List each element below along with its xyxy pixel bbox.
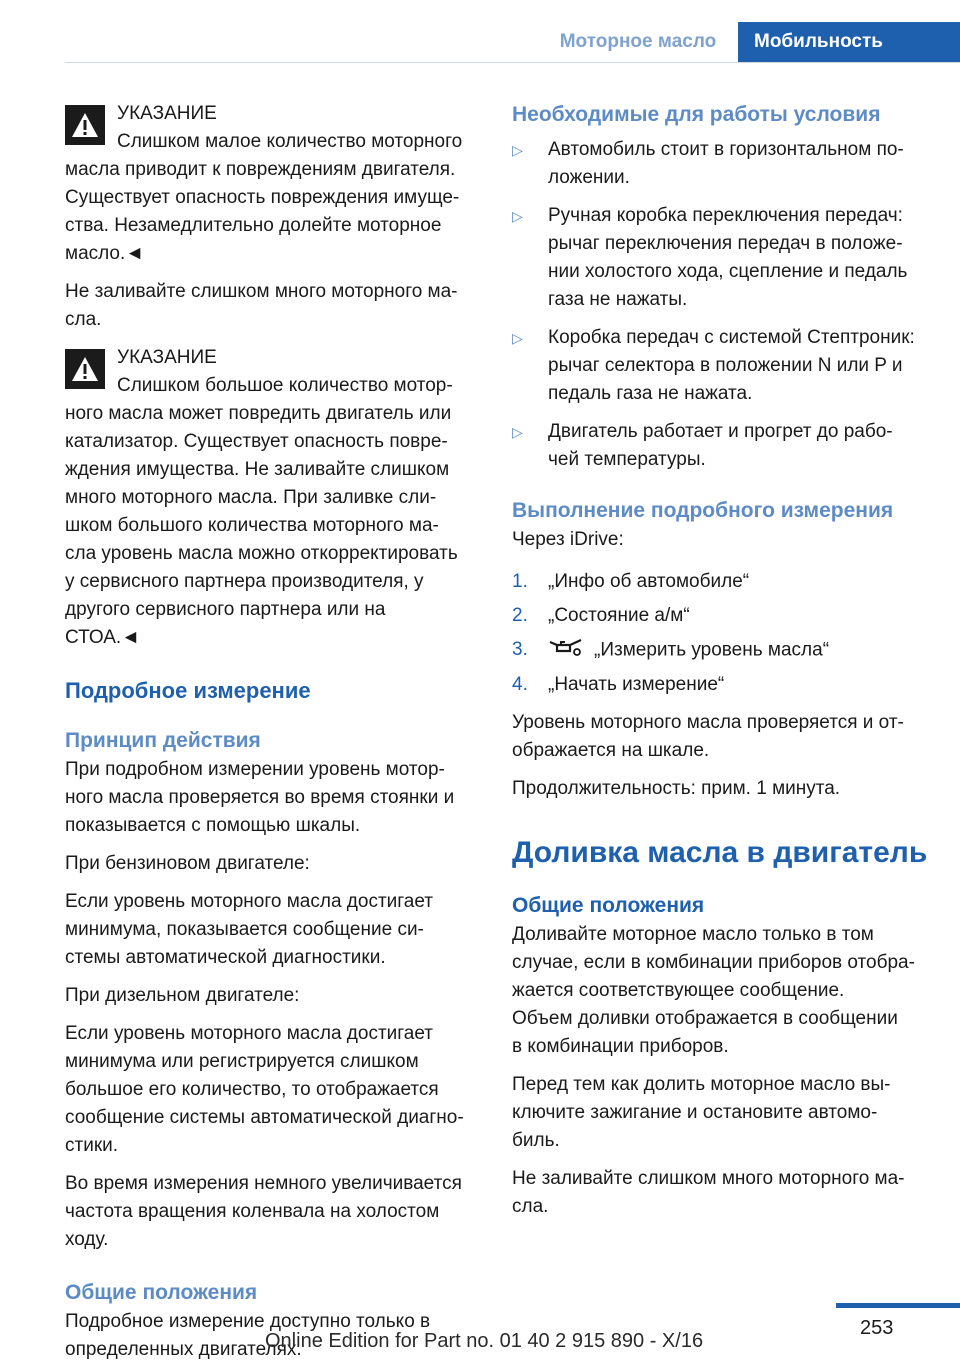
list-item <box>512 602 932 630</box>
header-rule <box>65 62 960 63</box>
list-item <box>512 136 932 192</box>
paragraph-line: Если уровень моторного масла достигает <box>65 1023 433 1044</box>
paragraph-line: минимума, показывается сообщение си- <box>65 919 424 940</box>
warning-text-line: другого сервисного партнера или на <box>65 599 386 620</box>
paragraph-no-overfill <box>65 278 483 334</box>
warning-block-low-oil <box>65 100 483 268</box>
diesel-label: При дизельном двигателе: <box>65 985 300 1006</box>
paragraph-line: сообщение системы автоматической диагно- <box>65 1107 464 1128</box>
paragraph-line: Подробное измерение доступно только в <box>65 1311 431 1332</box>
header-chapter-tab: Мобильность <box>738 22 960 62</box>
paragraph-idle <box>65 1170 483 1254</box>
list-item-line: чей температуры. <box>548 449 706 470</box>
paragraph-line: сла. <box>65 309 102 330</box>
paragraph-line: Не заливайте слишком много моторного ма- <box>512 1168 905 1189</box>
paragraph-diesel <box>65 1020 483 1160</box>
conditions-list <box>512 136 932 474</box>
chapter-heading-topup: Доливка масла в двигатель <box>512 836 928 869</box>
paragraph-line: большое его количество, то отображается <box>65 1079 439 1100</box>
paragraph-line: биль. <box>512 1130 560 1151</box>
warning-text-line: масла приводит к повреждениям двигателя. <box>65 159 456 180</box>
oil-can-icon <box>548 636 584 665</box>
warning-text-line: СТОА.◄ <box>65 627 140 648</box>
paragraph-line: ного масла проверяется во время стоянки и <box>65 787 455 808</box>
paragraph-line: Объем доливки отображается в сообщении <box>512 1008 898 1029</box>
triangle-bullet-icon: ▷ <box>512 142 523 158</box>
triangle-bullet-icon: ▷ <box>512 330 523 346</box>
paragraph-line: ключите зажигание и остановите автомо- <box>512 1102 878 1123</box>
list-item-line: Ручная коробка переключения передач: <box>548 205 903 226</box>
paragraph-before-topup <box>512 1071 932 1155</box>
list-item-line: рычаг селектора в положении N или P и <box>548 355 903 376</box>
subheading-general-topup: Общие положения <box>512 894 705 917</box>
list-item-line: рычаг переключения передач в положе- <box>548 233 903 254</box>
list-item-line: нии холостого хода, сцепление и педаль <box>548 261 908 282</box>
warning-title: УКАЗАНИЕ <box>117 347 217 368</box>
step-text: „Состояние а/м“ <box>548 605 690 626</box>
list-item <box>512 636 932 665</box>
paragraph-general-topup <box>512 921 932 1061</box>
subheading-general: Общие положения <box>65 1281 258 1304</box>
step-number: 4. <box>512 674 528 695</box>
step-number: 2. <box>512 605 528 626</box>
paragraph-line: Уровень моторного масла проверяется и от- <box>512 712 904 733</box>
petrol-label: При бензиновом двигателе: <box>65 853 310 874</box>
warning-text-line: ждения имущества. Не заливайте слишком <box>65 459 450 480</box>
list-item-line: газа не нажаты. <box>548 289 688 310</box>
warning-text-line: сла уровень масла можно откорректировать <box>65 543 458 564</box>
list-item-line: Коробка передач с системой Стептроник: <box>548 327 915 348</box>
warning-text-line: Слишком большое количество мотор- <box>117 375 453 396</box>
paragraph-line: определенных двигателях. <box>65 1339 302 1360</box>
warning-block-high-oil <box>65 344 483 652</box>
warning-triangle-icon <box>65 105 105 145</box>
list-item-line: Автомобиль стоит в горизонтальном по- <box>548 139 904 160</box>
warning-text-line: Слишком малое количество моторного <box>117 131 463 152</box>
paragraph-line: Если уровень моторного масла достигает <box>65 891 433 912</box>
list-item <box>512 671 932 699</box>
paragraph-line: Не заливайте слишком много моторного ма- <box>65 281 458 302</box>
paragraph-line: Доливайте моторное масло только в том <box>512 924 874 945</box>
list-item <box>512 418 932 474</box>
list-item-line: педаль газа не нажата. <box>548 383 753 404</box>
step-number: 1. <box>512 571 528 592</box>
paragraph-line: частота вращения коленвала на холостом <box>65 1201 440 1222</box>
via-idrive: Через iDrive: <box>512 529 624 550</box>
warning-text-line: много моторного масла. При заливке сли- <box>65 487 437 508</box>
warning-text-line: ного масла может повредить двигатель или <box>65 403 452 424</box>
paragraph-line: сла. <box>512 1196 549 1217</box>
paragraph-line: При подробном измерении уровень мотор- <box>65 759 445 780</box>
paragraph-petrol <box>65 888 483 972</box>
warning-text-line: у сервисного партнера производителя, у <box>65 571 424 592</box>
paragraph-line: случае, если в комбинации приборов отобра- <box>512 952 915 973</box>
step-text: „Инфо об автомобиле“ <box>548 571 750 592</box>
list-item <box>512 568 932 596</box>
paragraph-principle <box>65 756 483 840</box>
list-item-line: Двигатель работает и прогрет до рабо- <box>548 421 893 442</box>
right-column <box>512 100 932 1221</box>
paragraph-line: минимума или регистрируется слишком <box>65 1051 419 1072</box>
warning-text-line: шком большого количества моторного ма- <box>65 515 439 536</box>
paragraph-line: стемы автоматической диагностики. <box>65 947 386 968</box>
warning-triangle-icon <box>65 349 105 389</box>
paragraph-line: ходу. <box>65 1229 109 1250</box>
step-text: „Начать измерение“ <box>548 674 725 695</box>
list-item <box>512 202 932 314</box>
paragraph-line: Во время измерения немного увеличивается <box>65 1173 462 1194</box>
warning-text-line: масло.◄ <box>65 243 145 264</box>
edition-footer: Online Edition for Part no. 01 40 2 915 890 - X/16 <box>265 1330 704 1352</box>
left-column <box>65 100 483 1364</box>
warning-title: УКАЗАНИЕ <box>117 103 217 124</box>
subheading-conditions: Необходимые для работы условия <box>512 103 881 126</box>
warning-text-line: катализатор. Существует опасность повре- <box>65 431 448 452</box>
page-number: 253 <box>860 1317 894 1339</box>
step-number: 3. <box>512 639 528 660</box>
triangle-bullet-icon: ▷ <box>512 208 523 224</box>
page-number-bar <box>836 1303 960 1308</box>
list-item <box>512 324 932 408</box>
paragraph-result <box>512 709 932 765</box>
steps-list <box>512 568 932 699</box>
paragraph-duration: Продолжительность: прим. 1 минута. <box>512 778 841 799</box>
paragraph-line: стики. <box>65 1135 119 1156</box>
list-item-line: ложении. <box>548 167 630 188</box>
subheading-principle: Принцип действия <box>65 729 261 752</box>
warning-text-line: ства. Незамедлительно долейте моторное <box>65 215 442 236</box>
warning-text-line: Существует опасность повреждения имуще- <box>65 187 460 208</box>
paragraph-line: показывается с помощью шкалы. <box>65 815 361 836</box>
paragraph-overfill <box>512 1165 932 1221</box>
section-heading-detail: Подробное измерение <box>65 678 311 703</box>
step-text: „Измерить уровень масла“ <box>594 639 830 661</box>
subheading-perform: Выполнение подробного измерения <box>512 499 894 522</box>
paragraph-line: в комбинации приборов. <box>512 1036 729 1057</box>
triangle-bullet-icon: ▷ <box>512 424 523 440</box>
header-section-title: Моторное масло <box>559 31 717 52</box>
paragraph-line: жается соответствующее сообщение. <box>512 980 845 1001</box>
paragraph-line: ображается на шкале. <box>512 740 710 761</box>
paragraph-line: Перед тем как долить моторное масло вы- <box>512 1074 891 1095</box>
